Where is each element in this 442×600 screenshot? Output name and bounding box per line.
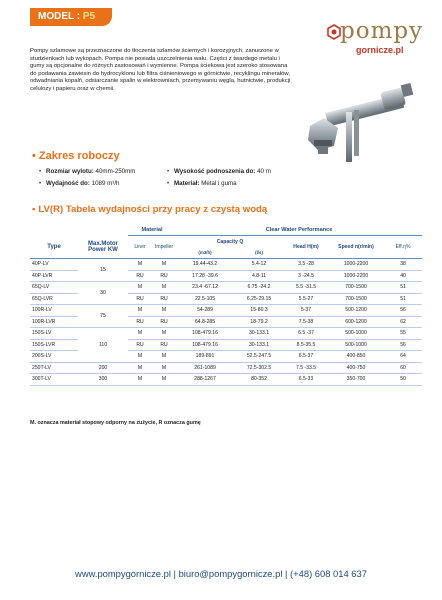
cell-eff: 51 bbox=[384, 293, 422, 305]
cell-motor: 30 bbox=[78, 282, 128, 305]
cell-q-ls: 30-133.1 bbox=[234, 328, 284, 340]
cell-type: 150S-LV bbox=[30, 328, 78, 340]
model-label: MODEL : bbox=[38, 11, 81, 22]
cell-head: 7.5 -33.5 bbox=[284, 362, 328, 374]
cell-eff: 56 bbox=[384, 305, 422, 317]
spec-rozmiar-value: 40mm-250mm bbox=[95, 168, 136, 175]
cell-eff: 55 bbox=[384, 328, 422, 340]
cell-motor: 300 bbox=[78, 374, 128, 386]
table-row bbox=[30, 328, 422, 340]
cell-speed: 600-1200 bbox=[328, 316, 384, 328]
th-cap-ls: (l/s) bbox=[234, 247, 284, 259]
spec-wysokosc-value: 40 m bbox=[257, 168, 271, 175]
cell-liner: M bbox=[128, 282, 152, 294]
cell-q-m3h: 108-479.16 bbox=[176, 339, 234, 351]
cell-head: 5-37 bbox=[284, 305, 328, 317]
spec-material-value: Metal i guma bbox=[201, 180, 237, 187]
spec-wydajnosc-value: 1089 m³/h bbox=[91, 180, 120, 187]
cell-speed: 700-1500 bbox=[328, 282, 384, 294]
zakres-heading: • Zakres roboczy bbox=[32, 150, 120, 162]
cell-q-m3h: 19.44-43.2 bbox=[176, 259, 234, 271]
cell-head: 5.5-27 bbox=[284, 293, 328, 305]
cell-q-m3h: 54-289 bbox=[176, 305, 234, 317]
cell-q-ls: 30-133.1 bbox=[234, 339, 284, 351]
logo bbox=[322, 18, 426, 62]
cell-type: 150S-LVR bbox=[30, 339, 78, 351]
th-material: Material bbox=[128, 224, 176, 236]
performance-table bbox=[30, 224, 422, 386]
cell-q-ls: 52.5-247.5 bbox=[234, 351, 284, 363]
cell-speed: 400-850 bbox=[328, 351, 384, 363]
cell-liner: M bbox=[128, 328, 152, 340]
cell-type: 65Q-LV bbox=[30, 282, 78, 294]
cell-motor: 200 bbox=[78, 362, 128, 374]
spec-wydajnosc-label: Wydajność do: bbox=[46, 180, 90, 187]
cell-eff: 38 bbox=[384, 259, 422, 271]
cell-q-ls: 6.25-29.15 bbox=[234, 293, 284, 305]
th-cap-m3h: (m3/h) bbox=[176, 247, 234, 259]
cell-liner: M bbox=[128, 374, 152, 386]
spec-material-label: Materiał: bbox=[174, 180, 200, 187]
cell-q-m3h: 64.8-285 bbox=[176, 316, 234, 328]
material-note: M. oznacza materiał stopowy odporny na zużycie, R oznacza gumę bbox=[30, 420, 201, 426]
product-description: Pompy szlamowe są przeznaczone do tłoczenia szlamów ściernych i korozyjnych, zanurzone w studzienkach lub wykopach. Pompa nie posiada uszczelnienia wału. Części z twardego metalu i gumy są opcjonalne do różnych zastosowań i wymienne. Pompa ściekowa jest szeroko stosowana do podawania zawiesin do hydrocyklonu lub filtra ciśnieniowego w górnictwie, recyklingu minerałów, odwadniania kopalń, odsiarczanie spalin w elektrowniach, przemywaniu węgla, hutnictwie, produkcji celulozy i papieru oraz w chemii. bbox=[30, 48, 291, 92]
cell-head: 6.5-37 bbox=[284, 351, 328, 363]
cell-eff: 60 bbox=[384, 362, 422, 374]
cell-head: 6.5-33 bbox=[284, 374, 328, 386]
cell-type: 100R-LVR bbox=[30, 316, 78, 328]
cell-speed: 1000-2200 bbox=[328, 259, 384, 271]
cell-motor: 15 bbox=[78, 259, 128, 282]
cell-impeller: M bbox=[152, 305, 176, 317]
cell-type: 65Q-LVR bbox=[30, 293, 78, 305]
cell-eff: 50 bbox=[384, 374, 422, 386]
table-row bbox=[30, 362, 422, 374]
cell-eff: 64 bbox=[384, 351, 422, 363]
cell-q-ls: 72.5-302.5 bbox=[234, 362, 284, 374]
cell-liner: M bbox=[128, 362, 152, 374]
table-row bbox=[30, 374, 422, 386]
th-impeller: Impeller bbox=[152, 236, 176, 259]
cell-q-ls: 6.75 -24.2 bbox=[234, 282, 284, 294]
spec-wysokosc-label: Wysokość podnoszenia do: bbox=[174, 168, 256, 175]
cell-q-m3h: 261-1089 bbox=[176, 362, 234, 374]
th-type: Type bbox=[30, 236, 78, 259]
cell-eff: 56 bbox=[384, 339, 422, 351]
cell-eff: 62 bbox=[384, 316, 422, 328]
tabela-title: LV(R) Tabela wydajności przy pracy z czystą wodą bbox=[38, 204, 268, 215]
th-eff: Eff.η% bbox=[384, 236, 422, 259]
cell-speed: 350-700 bbox=[328, 374, 384, 386]
cell-liner: RU bbox=[128, 293, 152, 305]
cell-liner: M bbox=[128, 259, 152, 271]
cell-speed: 500-1000 bbox=[328, 328, 384, 340]
cell-head: 5.5 -31.5 bbox=[284, 282, 328, 294]
cell-liner: RU bbox=[128, 316, 152, 328]
cell-q-ls: 18-79.2 bbox=[234, 316, 284, 328]
cell-speed: 700-1500 bbox=[328, 293, 384, 305]
th-clear-water: Clear Water Performance bbox=[176, 224, 422, 236]
cell-type: 250T-LV bbox=[30, 362, 78, 374]
cell-liner: M bbox=[128, 305, 152, 317]
cell-head: 6.5 -37 bbox=[284, 328, 328, 340]
cell-q-ls: 4.8-11 bbox=[234, 270, 284, 282]
spec-wydajnosc bbox=[46, 180, 119, 187]
cell-impeller: RU bbox=[152, 316, 176, 328]
cell-q-ls: 15-80.3 bbox=[234, 305, 284, 317]
cell-speed: 1000-2200 bbox=[328, 270, 384, 282]
cell-impeller: RU bbox=[152, 293, 176, 305]
cell-q-ls: 5.4-12 bbox=[234, 259, 284, 271]
spec-material bbox=[174, 180, 237, 187]
cell-q-m3h: 23.4 -67.12 bbox=[176, 282, 234, 294]
cell-q-m3h: 288-1267 bbox=[176, 374, 234, 386]
th-head: Head H(m) bbox=[284, 236, 328, 259]
cell-type: 300T-LV bbox=[30, 374, 78, 386]
cell-eff: 51 bbox=[384, 282, 422, 294]
th-speed: Speed n(r/min) bbox=[328, 236, 384, 259]
spec-rozmiar-label: Rozmiar wylotu: bbox=[46, 168, 94, 175]
logo-word: pompy bbox=[340, 18, 424, 44]
cell-motor: 75 bbox=[78, 305, 128, 328]
pump-image bbox=[292, 82, 424, 174]
cell-impeller: RU bbox=[152, 270, 176, 282]
logo-sub: gornicze.pl bbox=[356, 45, 404, 55]
cell-speed: 500-1200 bbox=[328, 305, 384, 317]
cell-motor: 110 bbox=[78, 328, 128, 363]
cell-liner: RU bbox=[128, 339, 152, 351]
cell-q-m3h: 189-891 bbox=[176, 351, 234, 363]
zakres-title: Zakres roboczy bbox=[38, 150, 120, 162]
cell-impeller: M bbox=[152, 282, 176, 294]
th-liner: Liner bbox=[128, 236, 152, 259]
cell-impeller: M bbox=[152, 351, 176, 363]
table-row bbox=[30, 305, 422, 317]
cell-type: 100R-LV bbox=[30, 305, 78, 317]
cell-head: 3.5 -28 bbox=[284, 259, 328, 271]
cell-impeller: M bbox=[152, 374, 176, 386]
footer-contact: www.pompygornicze.pl | biuro@pompygornicze.pl | (+48) 608 014 637 bbox=[75, 568, 367, 579]
cell-q-m3h: 22.5-105 bbox=[176, 293, 234, 305]
spec-rozmiar bbox=[46, 168, 135, 175]
th-motor: Max.Motor Power KW bbox=[78, 236, 128, 259]
cell-q-ls: 80-352 bbox=[234, 374, 284, 386]
cell-q-m3h: 17.28 -39.6 bbox=[176, 270, 234, 282]
cell-type: 40P-LVR bbox=[30, 270, 78, 282]
tabela-heading: • LV(R) Tabela wydajności przy pracy z czystą wodą bbox=[32, 204, 268, 215]
cell-impeller: M bbox=[152, 328, 176, 340]
cell-head: 7.5-38 bbox=[284, 316, 328, 328]
table-row bbox=[30, 282, 422, 294]
cell-type: 40P-LV bbox=[30, 259, 78, 271]
cell-impeller: M bbox=[152, 362, 176, 374]
cell-head: 3 -24.5 bbox=[284, 270, 328, 282]
th-capacity: Capacity Q bbox=[216, 238, 244, 245]
cell-liner: M bbox=[128, 351, 152, 363]
cell-speed: 400-750 bbox=[328, 362, 384, 374]
cell-liner: RU bbox=[128, 270, 152, 282]
cell-type: 200S-LV bbox=[30, 351, 78, 363]
model-badge bbox=[30, 8, 112, 26]
cell-impeller: RU bbox=[152, 339, 176, 351]
cell-head: 8.5-35.5 bbox=[284, 339, 328, 351]
spec-wysokosc bbox=[174, 168, 271, 175]
cell-q-m3h: 108-479.16 bbox=[176, 328, 234, 340]
table-row bbox=[30, 259, 422, 271]
cell-eff: 40 bbox=[384, 270, 422, 282]
cell-speed: 500-1000 bbox=[328, 339, 384, 351]
cell-impeller: M bbox=[152, 259, 176, 271]
model-value: P5 bbox=[82, 11, 96, 22]
